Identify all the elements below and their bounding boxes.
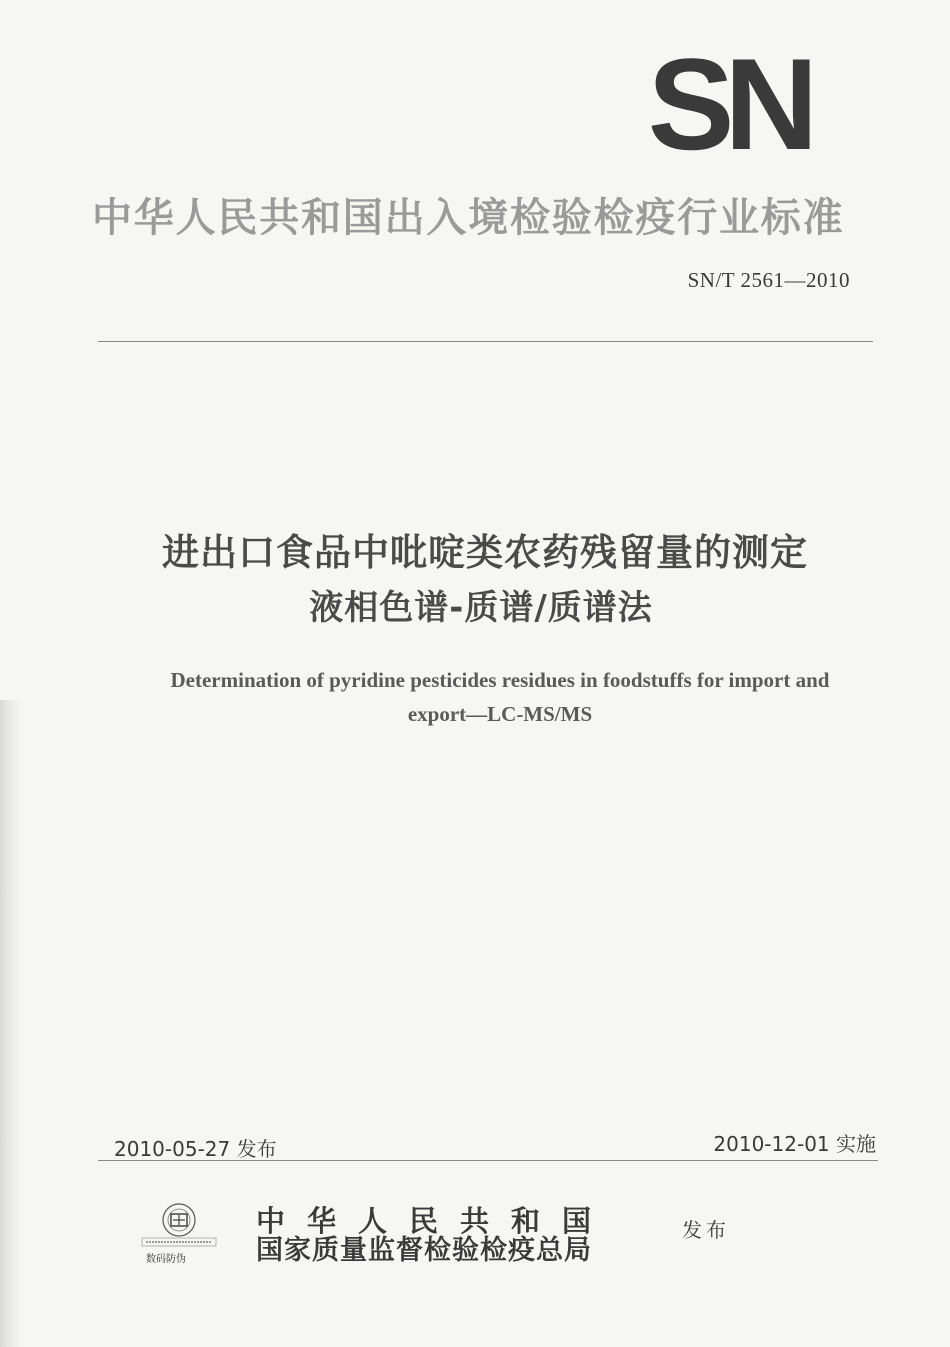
document-title-line2: 液相色谱-质谱/质谱法 — [309, 588, 653, 628]
implementation-date: 2010-12-01 实施 — [713, 1132, 876, 1156]
issuer-line1: 中华人民共和国 — [256, 1204, 614, 1238]
english-title: Determination of pyridine pesticides residues in foodstuffs for import and export—LC-MS/MS — [170, 668, 830, 726]
issue-date: 2010-05-27 发布 — [114, 1137, 277, 1161]
document-title-line1: 进出口食品中吡啶类农药残留量的测定 — [162, 531, 808, 574]
issued-label: 发布 — [682, 1218, 730, 1242]
standard-code: SN/T 2561—2010 — [687, 268, 850, 292]
publisher-seal-icon — [138, 1202, 220, 1252]
sn-logo: SN — [647, 31, 809, 177]
top-divider — [98, 341, 873, 342]
bottom-divider — [98, 1160, 878, 1161]
scan-shadow-edge — [0, 700, 22, 1347]
seal-caption: 数码防伪 — [146, 1254, 186, 1265]
issuer-line2: 国家质量监督检验检疫总局 — [256, 1235, 592, 1266]
standard-organization-title: 中华人民共和国出入境检验检疫行业标准 — [92, 195, 845, 241]
